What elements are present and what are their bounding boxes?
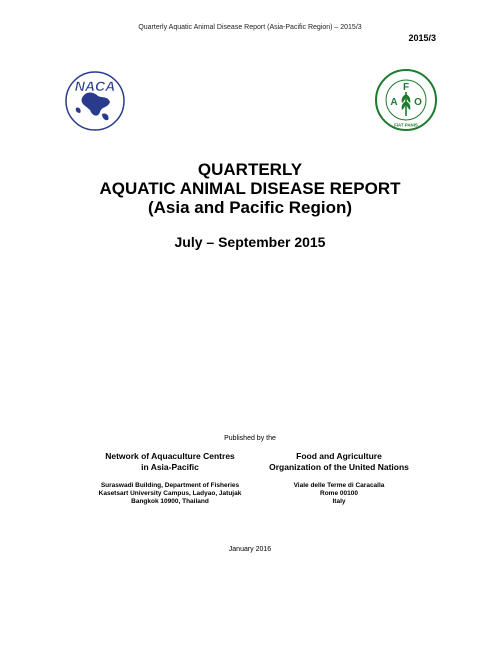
publisher-fao-address-1: Viale delle Terme di Caracalla — [293, 482, 385, 489]
fao-logo-icon — [374, 68, 438, 132]
publisher-fao-address-2: Rome 00100 — [320, 490, 358, 497]
title-line-3: (Asia and Pacific Region) — [147, 198, 353, 217]
report-period: July – September 2015 — [174, 234, 326, 250]
fao-letter-a: A — [390, 97, 398, 108]
fao-letter-o: O — [414, 97, 422, 108]
publisher-naca-name-1: Network of Aquaculture Centres — [105, 451, 235, 461]
naca-logo-text: NACA — [74, 78, 116, 94]
title-line-1: QUARTERLY — [197, 160, 303, 179]
publisher-fao-name-2: Organization of the United Nations — [269, 462, 409, 472]
publisher-naca-address-2: Kasetsart University Campus, Ladyao, Jatujak — [98, 490, 242, 497]
publisher-naca-address-3: Bangkok 10900, Thailand — [131, 498, 209, 505]
report-title — [0, 160, 500, 217]
title-line-2: AQUATIC ANIMAL DISEASE REPORT — [99, 179, 401, 198]
fao-motto: FIAT PANIS — [394, 122, 418, 128]
publisher-naca-name-2: in Asia-Pacific — [141, 462, 199, 472]
naca-logo-icon — [64, 70, 126, 132]
publisher-fao-name-1: Food and Agriculture — [296, 451, 382, 461]
published-by: Published by the — [224, 435, 276, 442]
fao-letter-f: F — [402, 82, 410, 93]
publisher-fao-address-3: Italy — [332, 498, 346, 505]
publisher-fao — [239, 451, 439, 506]
running-header: Quarterly Aquatic Animal Disease Report (Asia-Pacific Region) – 2015/3 — [138, 24, 362, 31]
publisher-naca-address-1: Suraswadi Building, Department of Fisheries — [100, 482, 240, 489]
naca-logo — [64, 70, 126, 132]
issue-code: 2015/3 — [408, 33, 436, 43]
issue-date: January 2016 — [228, 546, 272, 553]
fao-logo — [374, 68, 438, 132]
